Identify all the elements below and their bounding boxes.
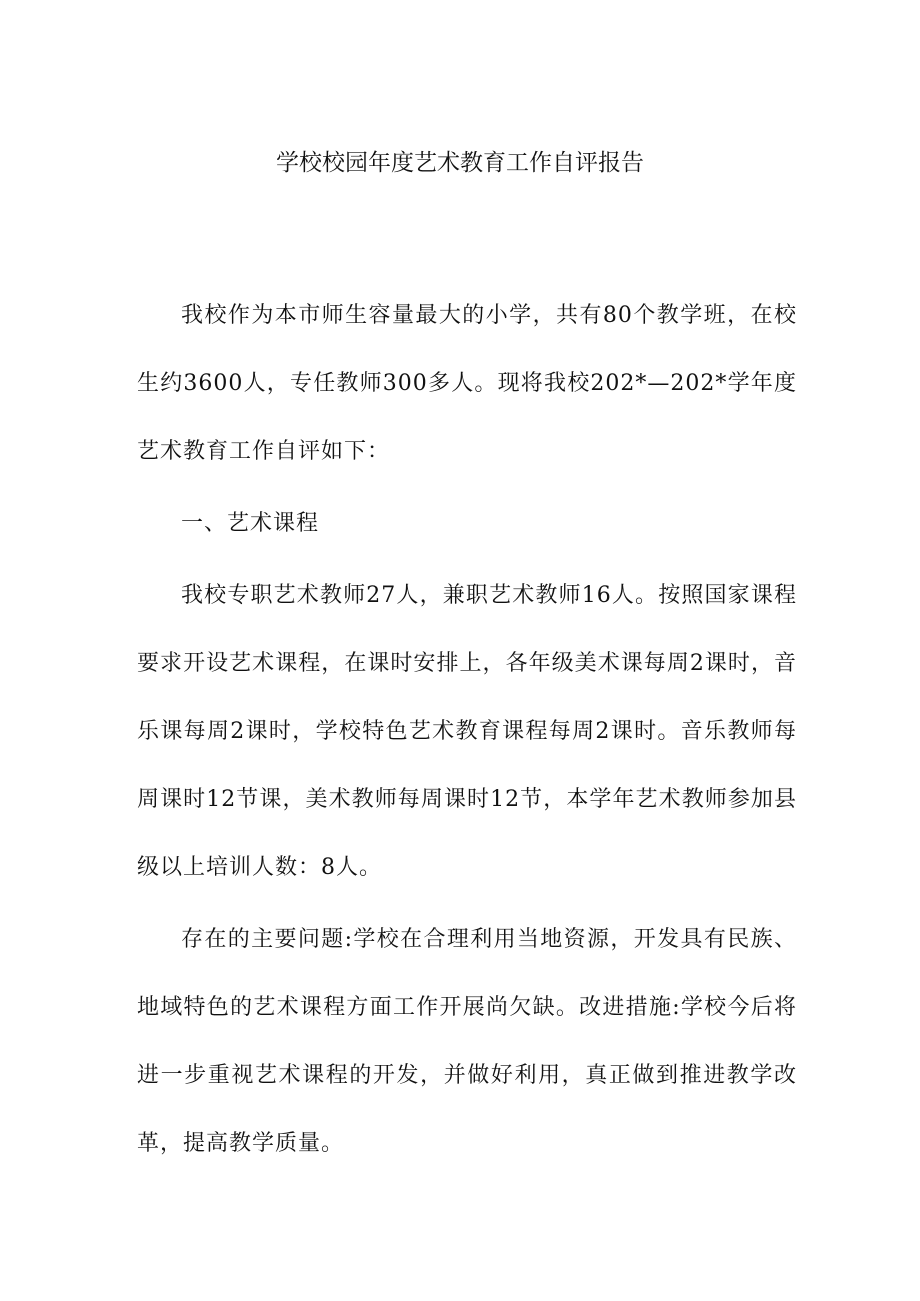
curriculum-paragraph: 我校专职艺术教师27人，兼职艺术教师16人。按照国家课程要求开设艺术课程，在课时安排上，各年级美术课每周2课时，音乐课每周2课时，学校特色艺术教育课程每周2课时。音乐教师每周课时12节课，美术教师每周课时12节，本学年艺术教师参加县级以上培训人数：8人。 [137,583,797,880]
page-title: 学校校园年度艺术教育工作自评报告 [276,150,644,176]
intro-paragraph: 我校作为本市师生容量最大的小学，共有80个教学班，在校生约3600人，专任教师300多人。现将我校202*—202*学年度艺术教育工作自评如下： [137,303,797,464]
document-body [137,282,797,1182]
problems-paragraph: 存在的主要问题:学校在合理利用当地资源，开发具有民族、地域特色的艺术课程方面工作开展尚欠缺。改进措施:学校今后将进一步重视艺术课程的开发，并做好利用，真正做到推进教学改革，提高教学质量。 [137,927,797,1156]
section-heading-art-curriculum: 一、艺术课程 [181,511,320,536]
